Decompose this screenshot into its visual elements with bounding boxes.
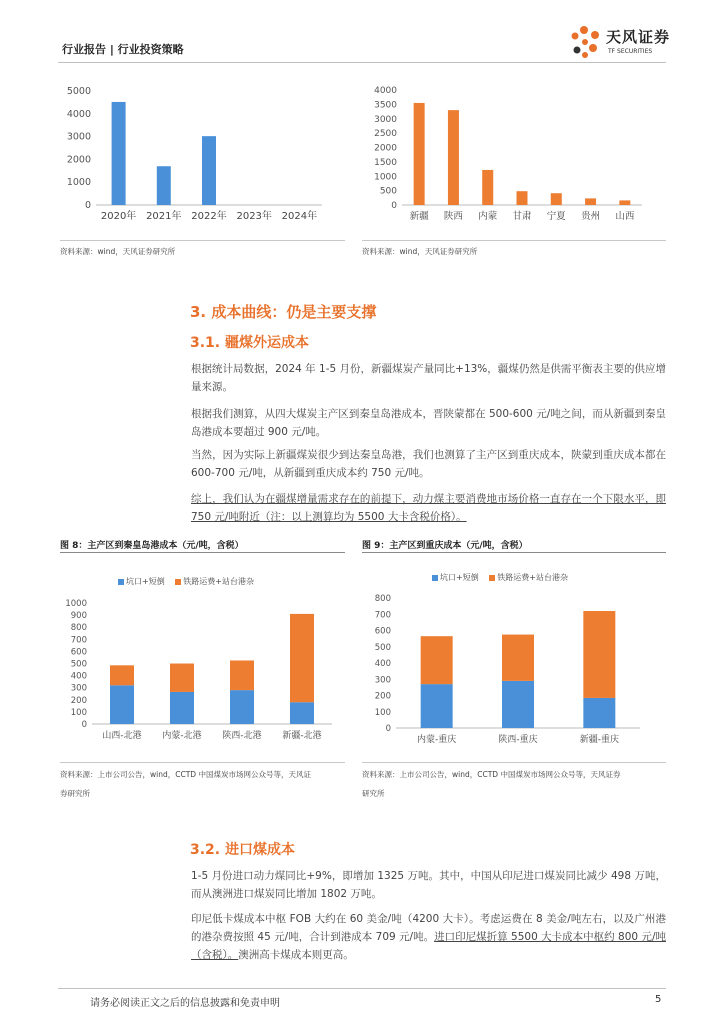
y-tick-label: 900: [70, 611, 87, 622]
paragraph-6-b: 进口印尼煤折算 5500 大卡成本中枢约 800 元/吨（含税）。: [191, 931, 666, 961]
logo-subtitle: TF SECURITIES: [608, 48, 653, 55]
y-tick-label: 3000: [374, 114, 397, 125]
bar-blue: [583, 698, 615, 728]
bar-orange: [170, 664, 194, 692]
x-tick-label: 甘肃: [512, 211, 532, 222]
x-tick-label: 宁夏: [546, 211, 566, 222]
figure-9-source-2: 研究所: [362, 789, 385, 798]
y-tick-label: 1000: [374, 172, 397, 183]
x-tick-label: 内蒙-北港: [162, 731, 202, 741]
y-tick-label: 5000: [66, 86, 91, 97]
paragraph-2: 根据我们测算，从四大煤炭主产区到秦皇岛港成本，晋陕蒙都在 500-600 元/吨之间，而从新疆到秦皇岛港成本要超过 900 元/吨。: [191, 408, 666, 438]
bar: [482, 170, 493, 205]
bar: [414, 103, 425, 205]
logo-name: 天风证券: [606, 28, 671, 46]
x-tick-label: 2024年: [281, 211, 318, 222]
bar-blue: [110, 685, 134, 724]
y-tick-label: 3000: [66, 131, 91, 143]
subsection-title-3-1: 3.1. 疆煤外运成本: [190, 335, 309, 351]
bar: [585, 198, 596, 205]
y-tick-label: 600: [374, 626, 391, 637]
bar: [517, 191, 528, 205]
bar-orange: [230, 660, 254, 690]
paragraph-4-text: 综上，我们认为在疆煤增量需求存在的前提下，动力煤主要消费地市场价格一直存在一个下限水平，即 750 元/吨附近（注：以上测算均为 5500 大卡含税价格）。: [191, 493, 666, 523]
page-number: 5: [655, 994, 662, 1005]
figure-9-source-divider: [362, 762, 666, 763]
chart-figure-9: [362, 592, 662, 750]
y-tick-label: 1500: [374, 157, 397, 168]
logo: [568, 22, 678, 62]
y-tick-label: 100: [70, 707, 87, 718]
legend-label-orange: 铁路运费+站台港杂: [183, 577, 254, 586]
chart-figure-8: [60, 596, 345, 748]
y-tick-label: 800: [70, 623, 87, 634]
y-tick-label: 2000: [374, 143, 397, 154]
y-tick-label: 700: [374, 610, 391, 621]
subsection-title-3-2: 3.2. 进口煤成本: [190, 842, 295, 858]
bar: [202, 136, 216, 205]
y-tick-label: 4000: [66, 108, 91, 120]
figure-8-legend: [118, 576, 254, 587]
y-tick-label: 3500: [374, 100, 397, 111]
y-tick-label: 500: [374, 642, 391, 653]
y-tick-label: 600: [70, 647, 87, 658]
figure-9-legend: [432, 572, 568, 583]
chart-top-right: [362, 80, 652, 230]
y-tick-label: 2000: [66, 154, 91, 166]
bar-blue: [290, 702, 314, 724]
footer-disclaimer: 请务必阅读正文之后的信息披露和免责申明: [90, 998, 280, 1009]
bar: [112, 102, 126, 205]
figure-8-source-divider: [60, 762, 345, 763]
legend-swatch-orange: [489, 575, 495, 581]
x-tick-label: 2023年: [236, 211, 272, 222]
y-tick-label: 800: [374, 594, 391, 604]
y-tick-label: 100: [374, 707, 391, 718]
bar-orange: [110, 665, 134, 685]
footer-divider: [58, 988, 666, 989]
bar-orange: [502, 635, 534, 681]
x-tick-label: 2022年: [191, 211, 227, 222]
legend-swatch-orange: [175, 579, 181, 585]
legend-label-orange: 铁路运费+站台港杂: [497, 573, 568, 582]
bar: [619, 200, 630, 205]
x-tick-label: 山西-北港: [102, 731, 142, 741]
paragraph-5: 1-5 月份进口动力煤同比+9%，即增加 1325 万吨。其中，中国从印尼进口煤炭同比减少 498 万吨，而从澳洲进口煤炭同比增加 1802 万吨。: [191, 870, 666, 900]
y-tick-label: 4000: [374, 86, 397, 96]
figure-9-title: 图 9：主产区到重庆成本（元/吨，含税）: [362, 541, 528, 551]
x-tick-label: 陕西-北港: [222, 731, 262, 741]
figure-8-source-1: 资料来源：上市公司公告，wind，CCTD 中国煤炭市场网公众号等，天风证: [60, 770, 311, 779]
figure-8-source-2: 券研究所: [60, 789, 90, 798]
section-title: 3. 成本曲线：仍是主要支撑: [190, 303, 377, 321]
y-tick-label: 400: [70, 671, 87, 682]
y-tick-label: 1000: [66, 177, 91, 189]
y-tick-label: 0: [391, 201, 397, 211]
y-tick-label: 300: [70, 683, 87, 694]
header-divider: [58, 62, 666, 63]
paragraph-4: [191, 490, 666, 526]
paragraph-1: 根据统计局数据，2024 年 1-5 月份，新疆煤炭产量同比+13%，疆煤仍然是供需平衡表主要的供应增量来源。: [191, 363, 666, 393]
x-tick-label: 陕西-重庆: [498, 735, 538, 745]
x-tick-label: 新疆: [409, 211, 429, 222]
paragraph-3: 当然，因为实际上新疆煤炭很少到达秦皇岛港，我们也测算了主产区到重庆成本，陕蒙到重庆成本都在 600-700 元/吨，从新疆到重庆成本约 750 元/吨。: [191, 449, 666, 479]
x-tick-label: 新疆-重庆: [579, 735, 619, 745]
y-tick-label: 300: [374, 675, 391, 686]
x-tick-label: 2021年: [146, 211, 182, 222]
x-tick-label: 2020年: [100, 211, 137, 222]
paragraph-6-a: 印尼低卡煤成本中枢 FOB 大约在 60 美金/吨（4200 大卡）。考虑运费在 8 美金/吨左右，以及广州港的港杂费按照 45 元/吨，合计到港成本 709 元/吨。: [191, 913, 666, 943]
report-category: 行业报告 | 行业投资策略: [62, 43, 184, 56]
figure-8-divider: [60, 552, 345, 553]
x-tick-label: 新疆-北港: [282, 731, 322, 741]
bar: [157, 166, 171, 205]
y-tick-label: 1000: [65, 599, 87, 609]
x-tick-label: 贵州: [581, 211, 601, 222]
bar-orange: [583, 611, 615, 698]
legend-label-blue: 坑口+短倒: [126, 577, 165, 586]
bar-blue: [421, 684, 453, 728]
chart-top-left: [60, 76, 330, 228]
y-tick-label: 0: [385, 724, 391, 734]
source-top-right: 资料来源：wind，天风证券研究所: [362, 247, 478, 256]
figure-8-title: 图 8：主产区到秦皇岛港成本（元/吨，含税）: [60, 541, 244, 551]
source-divider-right: [362, 240, 666, 241]
bar-blue: [230, 690, 254, 724]
legend-swatch-blue: [432, 575, 438, 581]
y-tick-label: 700: [70, 635, 87, 646]
y-tick-label: 0: [81, 720, 87, 730]
y-tick-label: 0: [84, 200, 91, 211]
bar: [448, 110, 459, 205]
x-tick-label: 内蒙-重庆: [417, 735, 457, 745]
flower-logo-icon: [568, 24, 604, 60]
y-tick-label: 500: [70, 659, 87, 670]
bar: [551, 193, 562, 205]
x-tick-label: 陕西: [443, 211, 463, 222]
figure-9-source-1: 资料来源：上市公司公告，wind，CCTD 中国煤炭市场网公众号等，天风证券: [362, 770, 621, 779]
bar-blue: [170, 692, 194, 724]
legend-swatch-blue: [118, 579, 124, 585]
y-tick-label: 500: [379, 186, 397, 197]
paragraph-6: [191, 910, 666, 964]
x-tick-label: 山西: [615, 211, 635, 222]
source-divider-left: [60, 240, 345, 241]
source-top-left: 资料来源：wind，天风证券研究所: [60, 247, 176, 256]
bar-orange: [421, 636, 453, 684]
x-tick-label: 内蒙: [478, 211, 498, 222]
legend-label-blue: 坑口+短倒: [440, 573, 479, 582]
y-tick-label: 200: [374, 691, 391, 702]
y-tick-label: 2500: [374, 129, 397, 140]
bar-blue: [502, 681, 534, 728]
y-tick-label: 400: [374, 659, 391, 669]
y-tick-label: 200: [70, 695, 87, 706]
paragraph-6-c: 澳洲高卡煤成本则更高。: [238, 949, 354, 961]
figure-9-divider: [362, 552, 666, 553]
bar-orange: [290, 614, 314, 702]
